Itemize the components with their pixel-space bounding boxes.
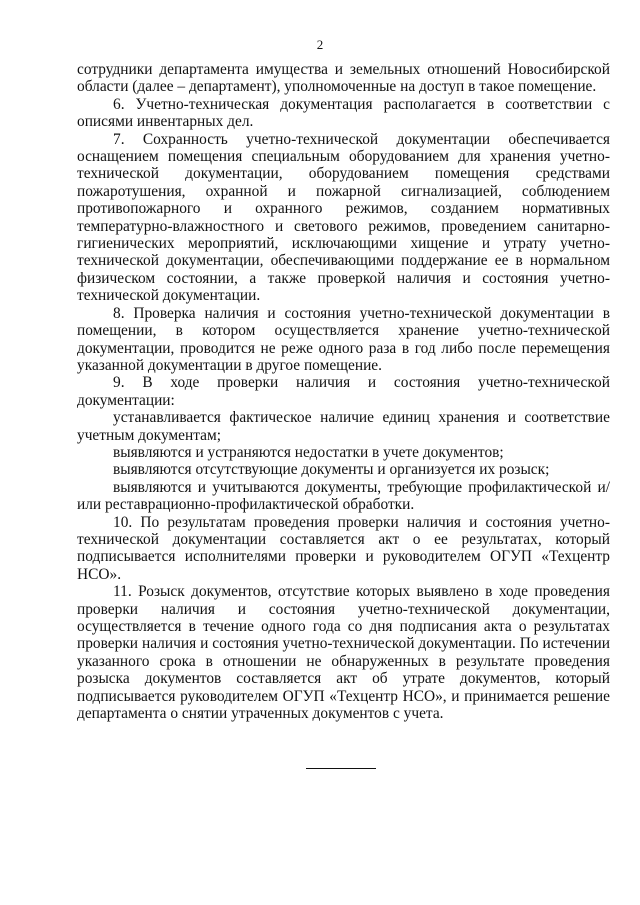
list-item-1: устанавливается фактическое наличие единиц хранения и соответствие учетным документам;	[77, 409, 610, 444]
end-divider	[306, 768, 376, 769]
list-item-2: выявляются и устраняются недостатки в учете документов;	[113, 443, 504, 461]
list-item-3: выявляются отсутствующие документы и организуется их розыск;	[113, 461, 550, 479]
paragraph-9: 9. В ходе проверки наличия и состояния учетно-технической документации:	[77, 374, 610, 409]
paragraph-6: 6. Учетно-техническая документация располагается в соответствии с описями инвентарных дел.	[77, 95, 610, 131]
list-item-4: выявляются и учитываются документы, требующие профилактической и/или реставрационно-профилактической обработки.	[77, 478, 610, 514]
page-number: 2	[316, 37, 324, 52]
paragraph-continuation: сотрудники департамента имущества и земельных отношений Новосибирской области (далее – департамент), уполномоченные на доступ в такое помещение.	[77, 61, 610, 96]
paragraph-10: 10. По результатам проведения проверки наличия и состояния учетно-технической документации составляется акт о ее результатах, который подписывается исполнителями проверки и руководителем ОГУП «Техцентр НСО».	[77, 513, 610, 583]
document-body	[77, 61, 610, 722]
paragraph-11: 11. Розыск документов, отсутствие которых выявлено в ходе проведения проверки наличия и состояния учетно-технической документации, осуществляется в течение одного года со дня подписания акта о результатах проверки наличия и состояния учетно-технической документации. По истечении указанного срока в отношении не обнаруженных в результате проведения розыска документов составляется акт об утрате документов, который подписывается руководителем ОГУП «Техцентр НСО», и принимается решение департамента о снятии утраченных документов с учета.	[77, 583, 610, 723]
paragraph-7: 7. Сохранность учетно-технической документации обеспечивается оснащением помещения специальным оборудованием для хранения учетно-технической документации, оборудованием помещения средствами пожаротушения, охранной и пожарной сигнализацией, соблюдением противопожарного и охранного режимов, созданием нормативных температурно-влажностного и светового режимов, проведением санитарно-гигиенических мероприятий, исключающими хищение и утрату учетно-технической документации, обеспечивающими поддержание ее в нормальном физическом состоянии, а также проверкой наличия и состояния учетно-технической документации.	[77, 130, 610, 305]
paragraph-8: 8. Проверка наличия и состояния учетно-технической документации в помещении, в котором осуществляется хранение учетно-технической документации, проводится не реже одного раза в год либо после перемещения указанной документации в другое помещение.	[77, 304, 610, 374]
